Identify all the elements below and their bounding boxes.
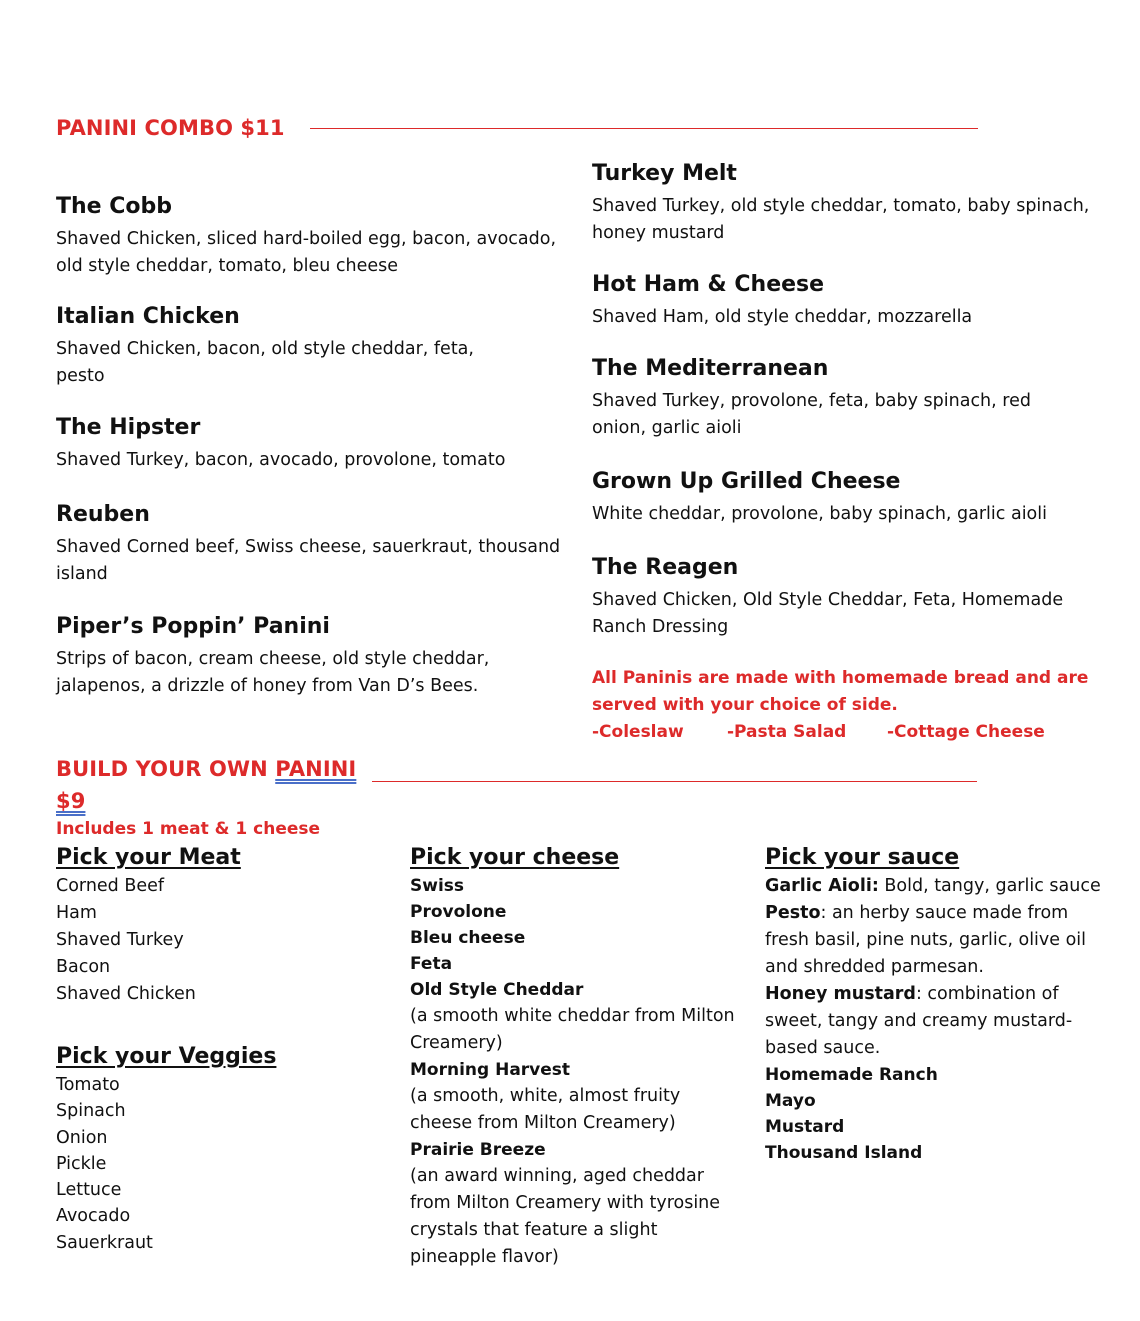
cheese-note: (a smooth, white, almost fruity cheese from Milton Creamery) [410,1086,681,1133]
item-desc: Shaved Turkey, bacon, avocado, provolone, tomato [56,450,506,470]
combo-item-hot-ham-cheese [592,270,1102,331]
sauce-name: Honey mustard [765,984,916,1004]
item-desc: Strips of bacon, cream cheese, old style cheddar, jalapenos, a drizzle of honey from Van D’s Bees. [56,649,490,696]
byo-price: $9 [56,789,86,813]
list-item: Avocado [56,1206,131,1227]
item-name: Hot Ham & Cheese [592,272,825,297]
combo-item-cobb [56,192,576,280]
side-pasta-salad: -Pasta Salad [727,722,847,742]
sauce-mayo: Mayo [765,1091,816,1111]
item-name: Reuben [56,502,150,527]
list-item: Onion [56,1127,108,1148]
combo-item-turkey-melt [592,159,1102,247]
list-item: Pickle [56,1153,107,1174]
cheese-list [410,873,750,1271]
cheese-section [410,843,750,1271]
cheese-bleu: Bleu cheese [410,928,526,948]
sauce-section [765,843,1115,1166]
sauce-heading: Pick your sauce [765,845,960,870]
meat-section [56,843,241,1008]
list-item: Corned Beef [56,876,165,896]
list-item: Spinach [56,1101,126,1122]
item-name: The Hipster [56,415,201,440]
cheese-note: (a smooth white cheddar from Milton Creamery) [410,1006,735,1053]
veggie-section [56,1042,276,1256]
sauce-desc: : an herby sauce made from fresh basil, pine nuts, garlic, olive oil and shredded parmesan. [765,903,1087,977]
item-desc: Shaved Turkey, provolone, feta, baby spinach, red onion, garlic aioli [592,391,1031,438]
combo-note-line1: All Paninis are made with homemade bread and are [592,668,1089,688]
combo-divider [310,128,978,129]
sauce-mustard: Mustard [765,1117,845,1137]
side-coleslaw: -Coleslaw [592,722,684,742]
item-name: The Reagen [592,555,739,580]
item-name: Italian Chicken [56,304,240,329]
byo-includes: Includes 1 meat & 1 cheese [56,819,321,839]
item-desc: Shaved Ham, old style cheddar, mozzarella [592,307,973,327]
side-cottage-cheese: -Cottage Cheese [887,722,1045,742]
cheese-note: (an award winning, aged cheddar from Milton Creamery with tyrosine crystals that feature a slight pineapple flavor) [410,1166,721,1267]
combo-item-hipster [56,413,576,474]
sauce-name: Pesto [765,903,821,923]
combo-item-reagen [592,553,1102,641]
list-item: Shaved Chicken [56,984,196,1004]
combo-item-reuben [56,500,576,588]
item-desc: White cheddar, provolone, baby spinach, garlic aioli [592,504,1047,524]
sauce-name: Garlic Aioli: [765,876,879,896]
list-item: Sauerkraut [56,1232,153,1253]
combo-item-mediterranean [592,354,1102,442]
meat-list [56,873,241,1008]
meat-heading: Pick your Meat [56,845,241,870]
cheese-old-style-cheddar: Old Style Cheddar [410,980,584,1000]
item-name: The Mediterranean [592,356,829,381]
byo-divider [372,781,977,782]
byo-title [56,753,356,817]
combo-note [592,665,1132,746]
cheese-morning-harvest: Morning Harvest [410,1060,571,1080]
cheese-provolone: Provolone [410,902,507,922]
combo-item-italian-chicken [56,302,576,390]
combo-note-line2: served with your choice of side. [592,695,898,715]
item-desc: Shaved Chicken, bacon, old style cheddar, feta, pesto [56,339,474,386]
item-name: Grown Up Grilled Cheese [592,469,901,494]
veggie-list [56,1072,276,1256]
item-name: Turkey Melt [592,161,737,186]
combo-item-pipers-poppin-panini [56,612,576,700]
sauce-thousand-island: Thousand Island [765,1143,923,1163]
byo-title-part2: PANINI [275,757,357,781]
sauce-pesto [765,900,1100,981]
veggie-heading: Pick your Veggies [56,1044,277,1069]
item-name: Piper’s Poppin’ Panini [56,614,330,639]
item-desc: Shaved Chicken, sliced hard-boiled egg, bacon, avocado, old style cheddar, tomato, bleu cheese [56,229,557,276]
list-item: Bacon [56,957,111,977]
sauce-list [765,873,1115,1166]
sauce-honey-mustard [765,981,1080,1062]
cheese-swiss: Swiss [410,876,465,896]
item-desc: Shaved Corned beef, Swiss cheese, sauerkraut, thousand island [56,537,561,584]
list-item: Ham [56,903,97,923]
combo-title: PANINI COMBO $11 [56,116,285,140]
item-name: The Cobb [56,194,173,219]
sauce-garlic-aioli [765,873,1110,900]
item-desc: Shaved Turkey, old style cheddar, tomato, baby spinach, honey mustard [592,196,1090,243]
list-item: Lettuce [56,1180,122,1201]
sauce-homemade-ranch: Homemade Ranch [765,1065,938,1085]
list-item: Tomato [56,1075,120,1095]
list-item: Shaved Turkey [56,930,184,950]
cheese-prairie-breeze: Prairie Breeze [410,1140,546,1160]
sauce-desc: Bold, tangy, garlic sauce [878,876,1101,896]
combo-item-grown-up-grilled-cheese [592,467,1102,528]
cheese-feta: Feta [410,954,453,974]
cheese-heading: Pick your cheese [410,845,620,870]
sides-row [592,719,1132,746]
item-desc: Shaved Chicken, Old Style Cheddar, Feta, Homemade Ranch Dressing [592,590,1064,637]
byo-title-part1: BUILD YOUR OWN [56,757,276,781]
sauce-desc: : combination of sweet, tangy and creamy mustard-based sauce. [765,984,1073,1058]
